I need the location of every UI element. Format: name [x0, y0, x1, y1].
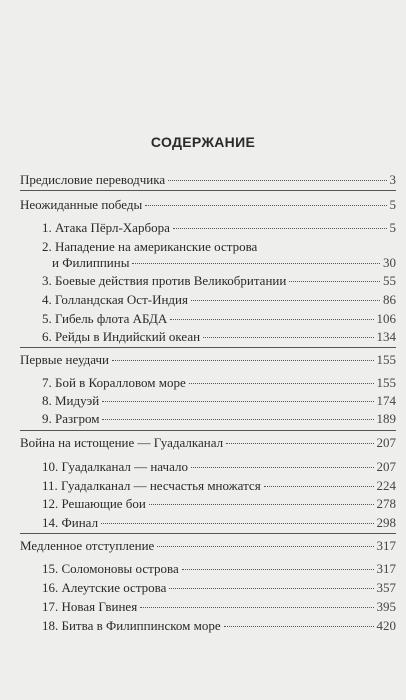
- dot-leader: [203, 337, 373, 338]
- toc-entry-label: Неожиданные победы: [20, 197, 143, 212]
- dot-leader: [264, 486, 374, 487]
- toc-entry-page: 5: [389, 197, 396, 212]
- toc-entry-page: 207: [376, 459, 396, 474]
- toc-entry-label: 8. Мидуэй: [42, 393, 100, 408]
- toc-section-unexpected-victories[interactable]: [20, 197, 396, 212]
- toc-entry-page: 189: [376, 411, 396, 426]
- toc-chapter-10[interactable]: [42, 459, 396, 474]
- toc-chapter-7[interactable]: [42, 375, 396, 390]
- section-divider: [20, 190, 396, 191]
- toc-chapter-8[interactable]: [42, 393, 396, 408]
- dot-leader: [102, 419, 373, 420]
- toc-entry-label: 14. Финал: [42, 515, 99, 530]
- toc-entry-label: 5. Гибель флота АБДА: [42, 311, 168, 326]
- dot-leader: [189, 383, 374, 384]
- toc-entry-page: 420: [376, 618, 396, 633]
- section-divider: [20, 347, 396, 348]
- toc-chapter-17[interactable]: [42, 599, 396, 614]
- dot-leader: [289, 281, 380, 282]
- toc-entry-preface[interactable]: [20, 172, 396, 187]
- toc-entry-label: 3. Боевые действия против Великобритании: [42, 273, 287, 288]
- dot-leader: [149, 504, 374, 505]
- dot-leader: [224, 626, 374, 627]
- page-title: СОДЕРЖАНИЕ: [150, 134, 256, 150]
- toc-chapter-2[interactable]: [42, 255, 396, 270]
- toc-entry-page: 317: [376, 561, 396, 576]
- toc-entry-label: 18. Битва в Филиппинском море: [42, 618, 221, 633]
- toc-entry-page: 298: [376, 515, 396, 530]
- toc-entry-label: 4. Голландская Ост-Индия: [42, 292, 188, 307]
- dot-leader: [226, 443, 373, 444]
- dot-leader: [112, 360, 374, 361]
- dot-leader: [191, 300, 380, 301]
- toc-entry-label: Война на истощение — Гуадалканал: [20, 435, 224, 450]
- toc-chapter-6[interactable]: [42, 329, 396, 344]
- toc-chapter-1[interactable]: [42, 220, 396, 235]
- toc-entry-label: 16. Алеутские острова: [42, 580, 167, 595]
- dot-leader: [169, 588, 373, 589]
- toc-entry-page: 134: [376, 329, 396, 344]
- toc-section-attrition-war[interactable]: [20, 435, 396, 450]
- toc-chapter-15[interactable]: [42, 561, 396, 576]
- dot-leader: [157, 546, 373, 547]
- toc-entry-label: 11. Гуадалканал — несчастья множатся: [42, 478, 261, 493]
- toc-chapter-11[interactable]: [42, 478, 396, 493]
- toc-chapter-5[interactable]: [42, 311, 396, 326]
- toc-entry-label: Предисловие переводчика: [20, 172, 166, 187]
- toc-section-slow-retreat[interactable]: [20, 538, 396, 553]
- toc-chapter-16[interactable]: [42, 580, 396, 595]
- toc-entry-page: 5: [389, 220, 396, 235]
- dot-leader: [102, 401, 373, 402]
- dot-leader: [168, 180, 386, 181]
- toc-entry-page: 30: [383, 255, 396, 270]
- toc-chapter-3[interactable]: [42, 273, 396, 288]
- toc-entry-label: 9. Разгром: [42, 411, 100, 426]
- toc-entry-page: 174: [376, 393, 396, 408]
- toc-entry-page: 207: [376, 435, 396, 450]
- toc-entry-label: Первые неудачи: [20, 352, 109, 367]
- dot-leader: [191, 467, 374, 468]
- toc-entry-page: 278: [376, 496, 396, 511]
- toc-entry-label: 12. Решающие бои: [42, 496, 146, 511]
- toc-entry-page: 317: [376, 538, 396, 553]
- toc-entry-page: 155: [376, 352, 396, 367]
- toc-entry-page: 357: [376, 580, 396, 595]
- toc-entry-label: 17. Новая Гвинея: [42, 599, 138, 614]
- toc-entry-label: и Филиппины: [52, 255, 130, 270]
- toc-entry-page: 224: [376, 478, 396, 493]
- toc-entry-page: 106: [376, 311, 396, 326]
- dot-leader: [140, 607, 373, 608]
- dot-leader: [145, 205, 386, 206]
- dot-leader: [173, 228, 387, 229]
- toc-entry-label: 10. Гуадалканал — начало: [42, 459, 188, 474]
- toc-entry-label: Медленное отступление: [20, 538, 155, 553]
- toc-chapter-12[interactable]: [42, 496, 396, 511]
- section-divider: [20, 430, 396, 431]
- toc-entry-label: 1. Атака Пёрл-Харбора: [42, 220, 170, 235]
- dot-leader: [101, 523, 373, 524]
- toc-entry-page: 86: [383, 292, 396, 307]
- toc-chapter-2-line1[interactable]: 2. Нападение на американские острова: [42, 239, 258, 254]
- toc-section-first-failures[interactable]: [20, 352, 396, 367]
- toc-entry-label: 7. Бой в Коралловом море: [42, 375, 186, 390]
- dot-leader: [182, 569, 374, 570]
- toc-entry-label: 6. Рейды в Индийский океан: [42, 329, 201, 344]
- toc-chapter-18[interactable]: [42, 618, 396, 633]
- toc-entry-page: 3: [389, 172, 396, 187]
- toc-entry-page: 155: [376, 375, 396, 390]
- toc-chapter-14[interactable]: [42, 515, 396, 530]
- toc-chapter-4[interactable]: [42, 292, 396, 307]
- toc-entry-label: 15. Соломоновы острова: [42, 561, 179, 576]
- toc-entry-page: 395: [376, 599, 396, 614]
- toc-chapter-9[interactable]: [42, 411, 396, 426]
- section-divider: [20, 533, 396, 534]
- dot-leader: [132, 263, 380, 264]
- dot-leader: [170, 319, 373, 320]
- toc-entry-page: 55: [383, 273, 396, 288]
